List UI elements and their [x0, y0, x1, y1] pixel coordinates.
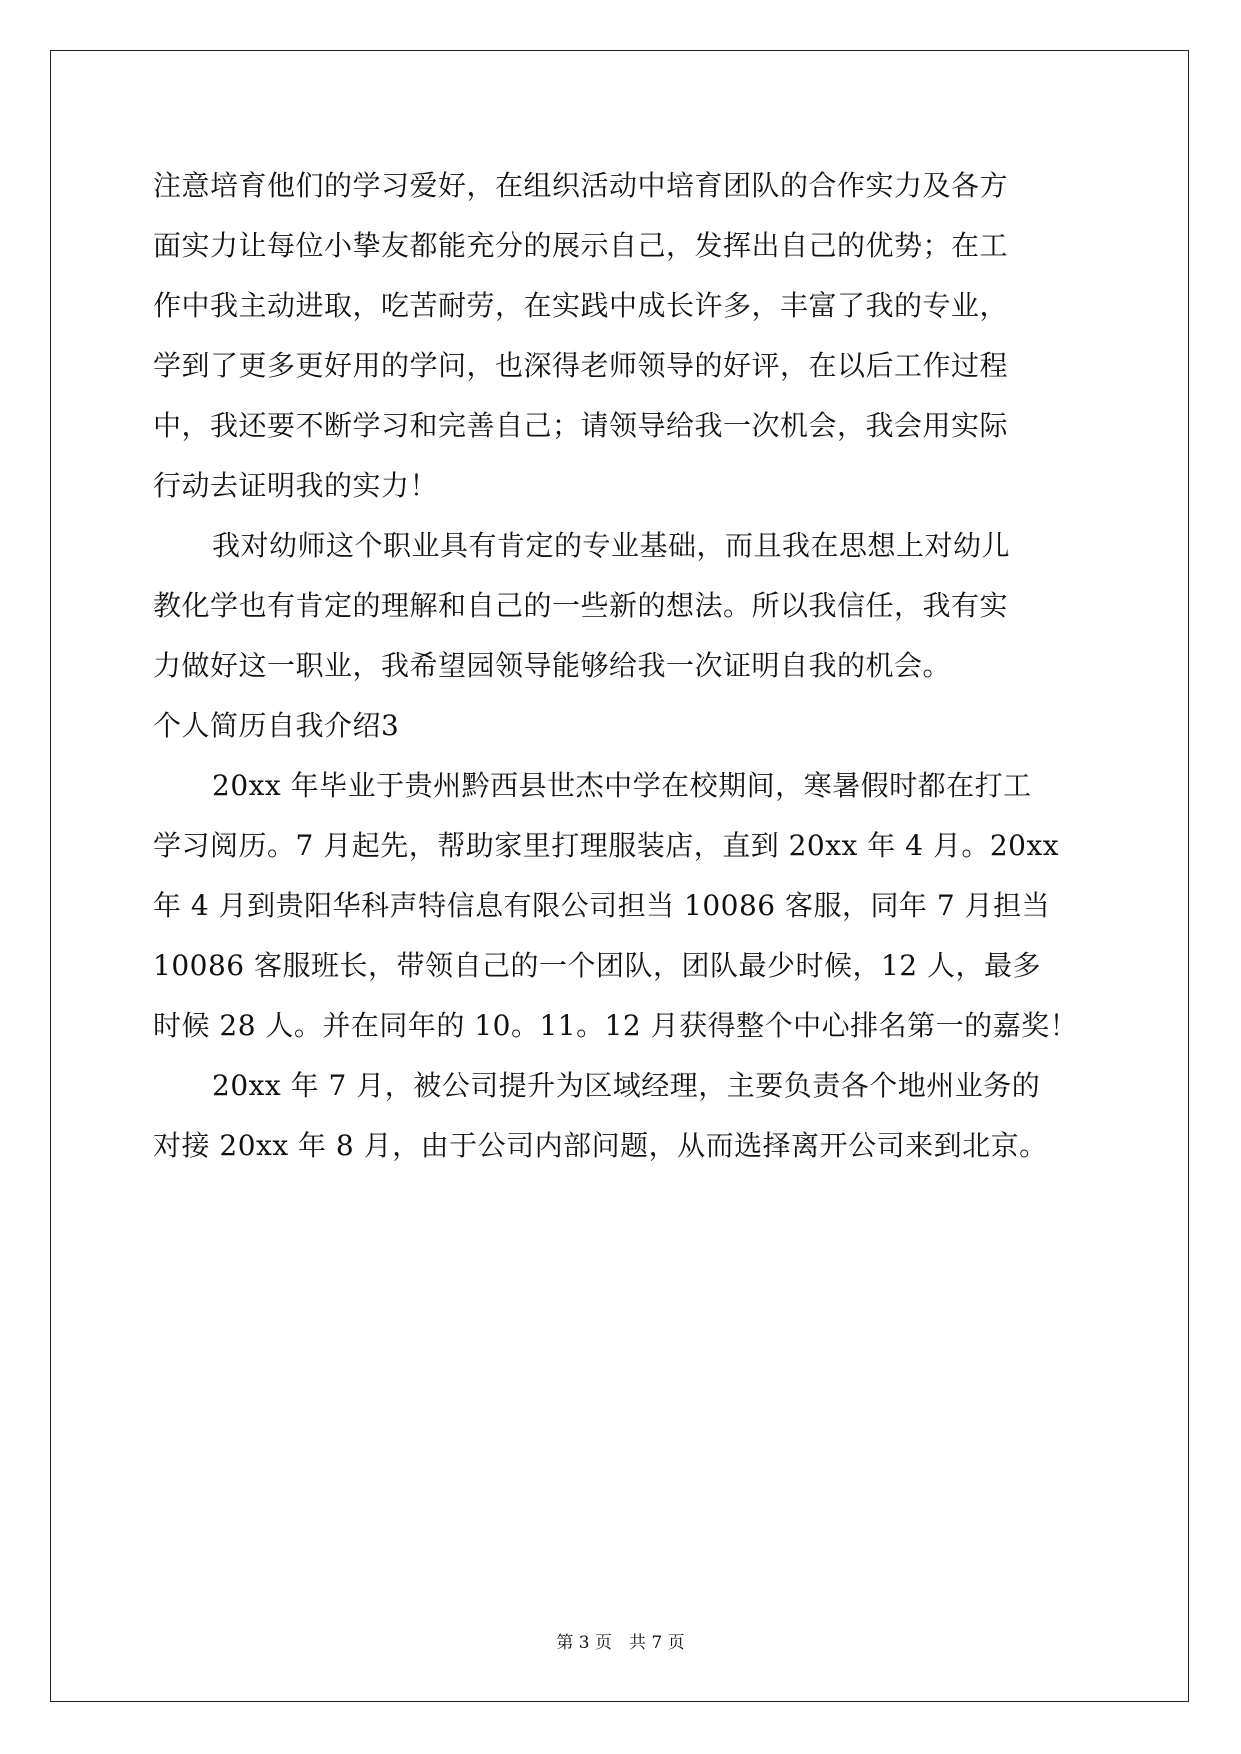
paragraph-line: 行动去证明我的实力！	[153, 469, 439, 502]
paragraph-line: 20xx 年毕业于贵州黔西县世杰中学在校期间，寒暑假时都在打工	[212, 769, 1032, 802]
paragraph-line: 对接 20xx 年 8 月，由于公司内部问题，从而选择离开公司来到北京。	[153, 1129, 1048, 1162]
paragraph-line: 10086 客服班长，带领自己的一个团队，团队最少时候，12 人，最多	[153, 949, 1042, 982]
paragraph-line: 中，我还要不断学习和完善自己；请领导给我一次机会，我会用实际	[153, 409, 1009, 442]
paragraph-line: 我对幼师这个职业具有肯定的专业基础，而且我在思想上对幼儿	[212, 529, 1011, 562]
paragraph-line: 注意培育他们的学习爱好，在组织活动中培育团队的合作实力及各方	[153, 169, 1009, 202]
paragraph-line: 20xx 年 7 月，被公司提升为区域经理，主要负责各个地州业务的	[212, 1069, 1041, 1102]
paragraph-line: 力做好这一职业，我希望园领导能够给我一次证明自我的机会。	[153, 649, 952, 682]
page-number: 第 3 页 共 7 页	[556, 1633, 685, 1653]
paragraph-line: 作中我主动进取，吃苦耐劳，在实践中成长许多，丰富了我的专业，	[153, 289, 1009, 322]
paragraph-line: 学习阅历。7 月起先，帮助家里打理服装店，直到 20xx 年 4 月。20xx	[153, 829, 1060, 862]
paragraph-line: 面实力让每位小挚友都能充分的展示自己，发挥出自己的优势；在工	[153, 229, 1009, 262]
section-heading: 个人简历自我介绍3	[153, 709, 400, 742]
paragraph-line: 时候 28 人。并在同年的 10。11。12 月获得整个中心排名第一的嘉奖！	[153, 1009, 1079, 1042]
paragraph-line: 学到了更多更好用的学问，也深得老师领导的好评，在以后工作过程	[153, 349, 1009, 382]
paragraph-line: 教化学也有肯定的理解和自己的一些新的想法。所以我信任，我有实	[153, 589, 1009, 622]
paragraph-line: 年 4 月到贵阳华科声特信息有限公司担当 10086 客服，同年 7 月担当	[153, 889, 1051, 922]
